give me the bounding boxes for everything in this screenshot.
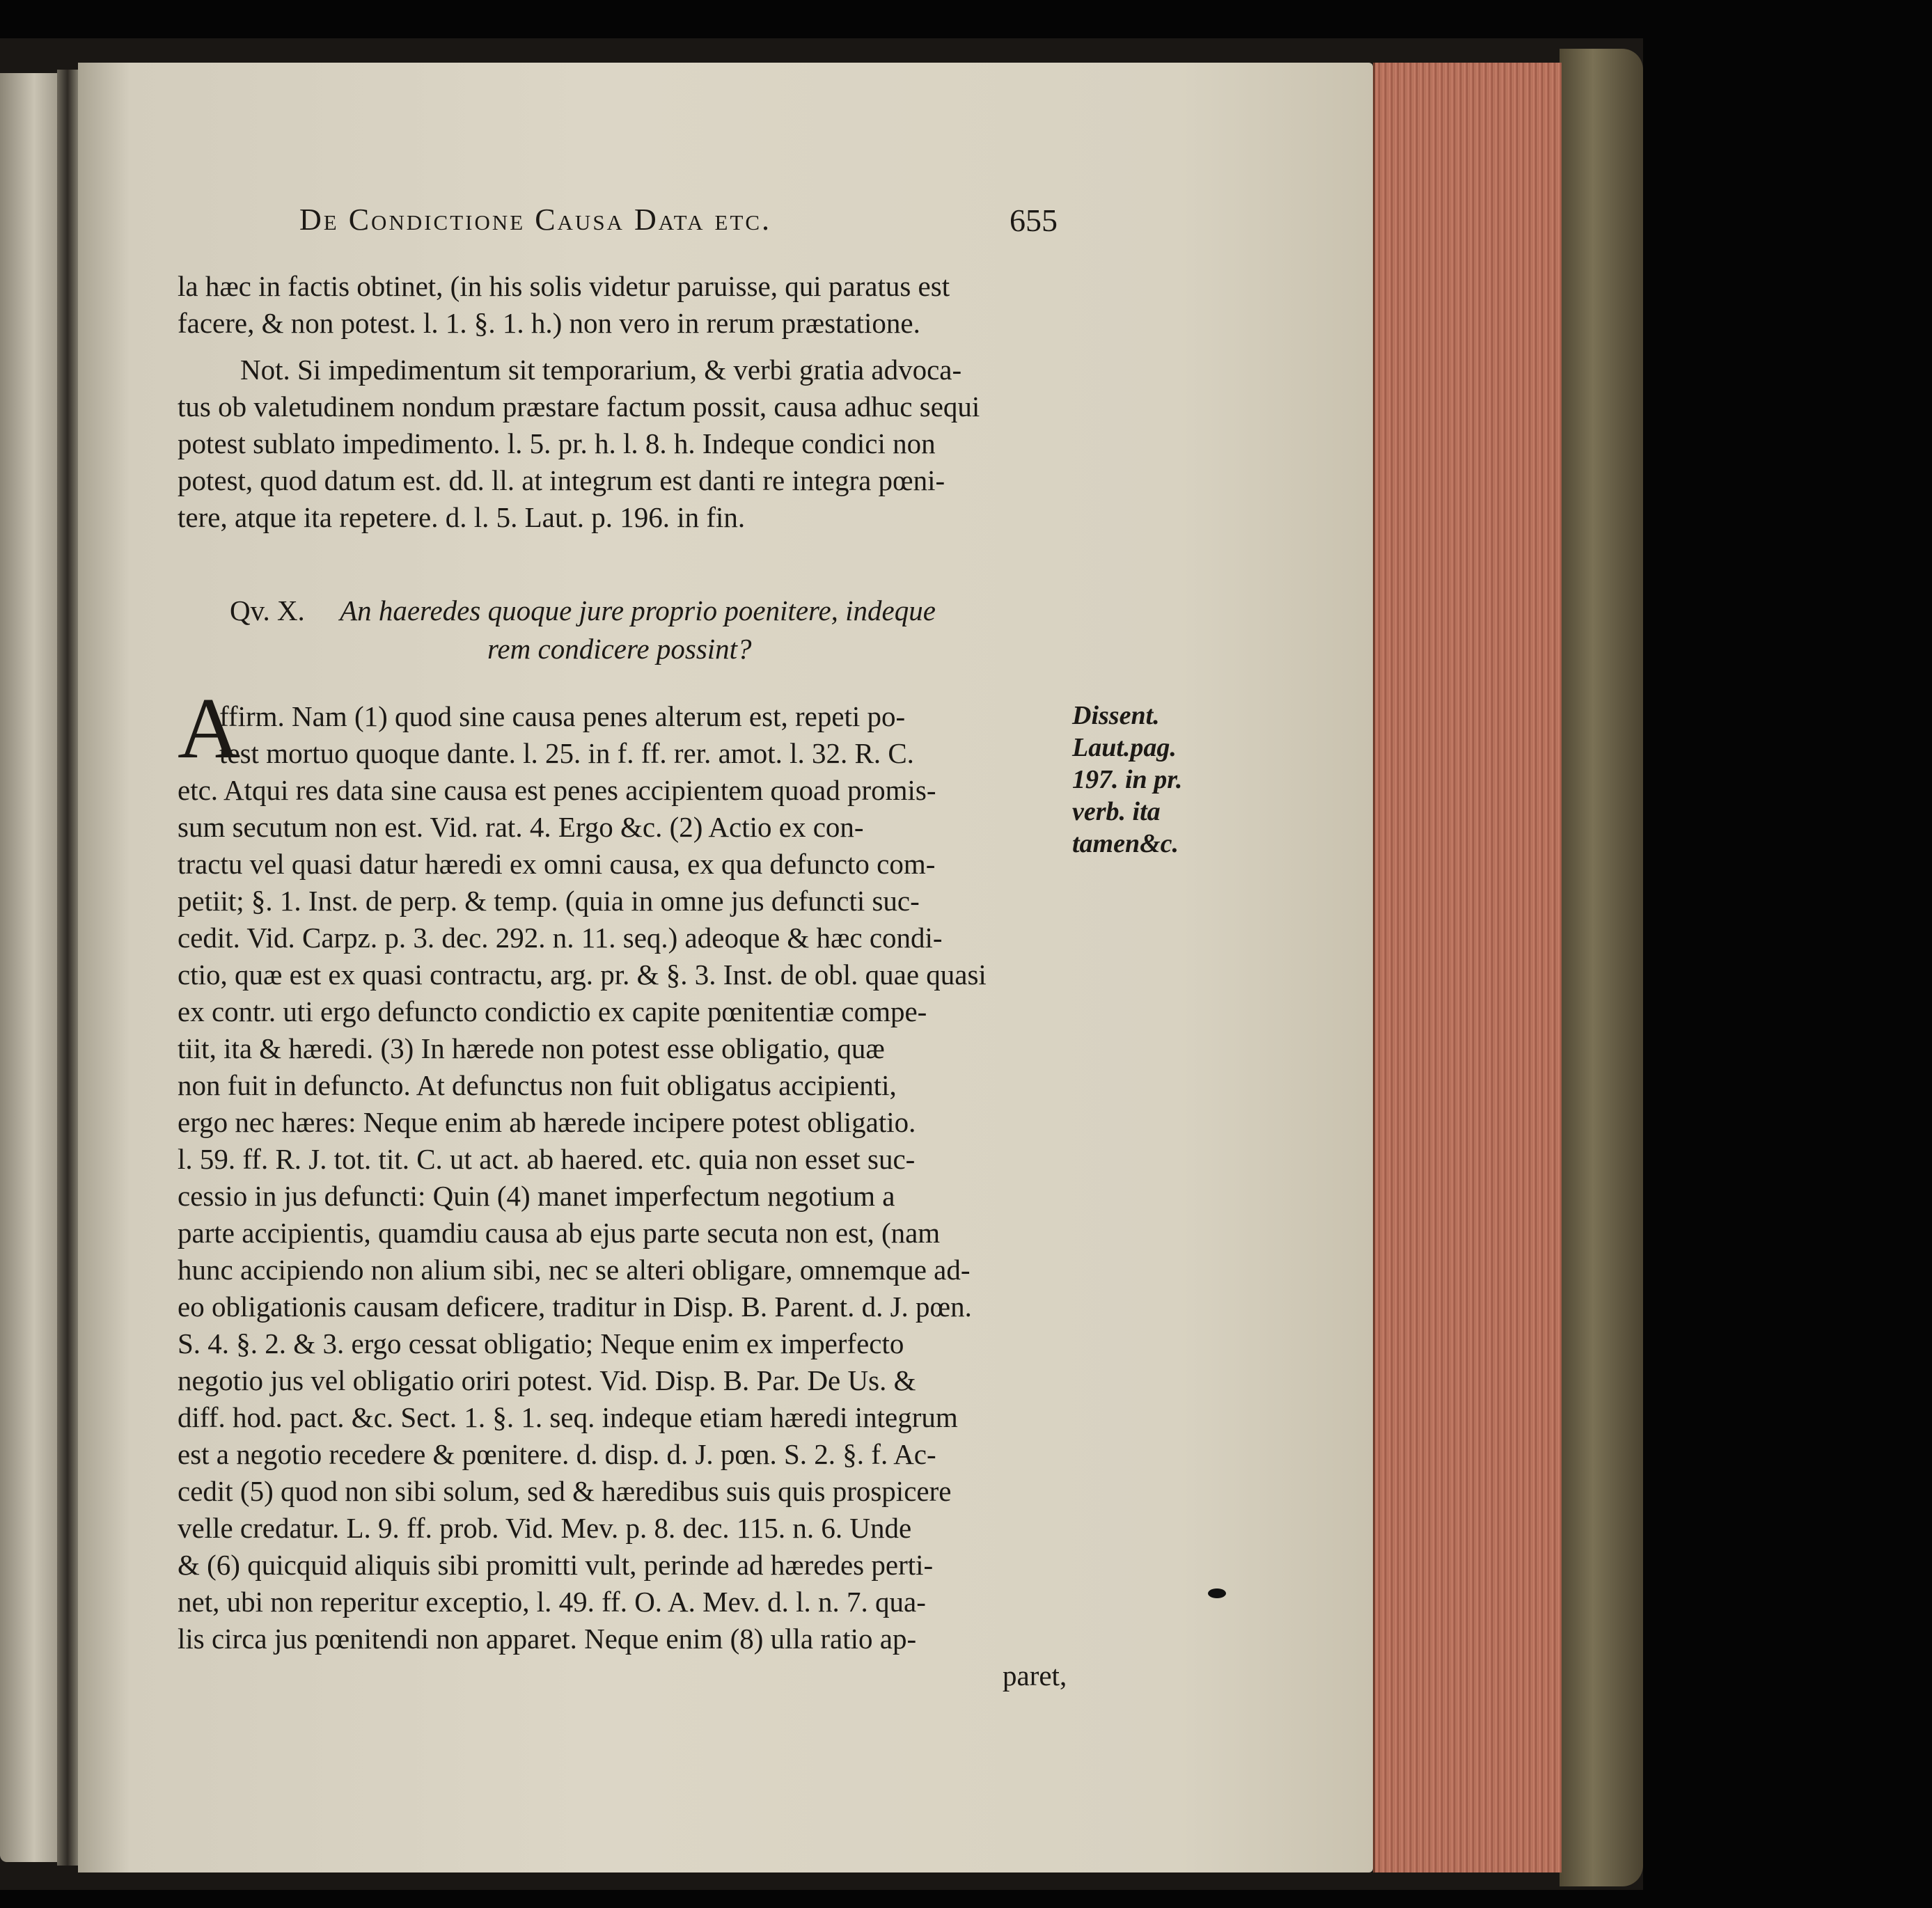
text-line: S. 4. §. 2. & 3. ergo cessat obligatio; Neque enim ex imperfecto (178, 1327, 904, 1359)
text-line: cedit (5) quod non sibi solum, sed & hæredibus suis quis prospicere (178, 1475, 952, 1507)
paragraph-3 (178, 698, 1069, 1694)
text-line: tiit, ita & hæredi. (3) In hærede non potest esse obligatio, quæ (178, 1032, 885, 1064)
text-line: diff. hod. pact. &c. Sect. 1. §. 1. seq. indeque etiam hæredi integrum (178, 1401, 958, 1433)
text-line: tere, atque ita repetere. d. l. 5. Laut. p. 196. in fin. (178, 501, 746, 533)
text-line: test mortuo quoque dante. l. 25. in f. ff. rer. amot. l. 32. R. C. (219, 737, 914, 769)
margin-note (1072, 700, 1204, 860)
page-block-edge (1373, 63, 1562, 1872)
page-number: 655 (1010, 203, 1058, 238)
running-header: De Condictione Causa Data etc. (299, 203, 772, 237)
text-line: ex contr. uti ergo defuncto condictio ex capite pœnitentiæ compe- (178, 995, 927, 1027)
text-line: negotio jus vel obligatio oriri potest. Vid. Disp. B. Par. De Us. & (178, 1364, 916, 1396)
text-line: non fuit in defuncto. At defunctus non fuit obligatus accipienti, (178, 1069, 897, 1101)
margin-note-line: 197. in pr. (1072, 765, 1183, 794)
text-line: potest sublato impedimento. l. 5. pr. h. l. 8. h. Indeque condici non (178, 427, 936, 459)
margin-note-line: tamen&c. (1072, 829, 1179, 858)
drop-cap: A (178, 681, 241, 777)
text-line: petiit; §. 1. Inst. de perp. & temp. (quia in omne jus defuncti suc- (178, 885, 920, 917)
text-line: ergo nec hæres: Neque enim ab hærede incipere potest obligatio. (178, 1106, 916, 1138)
text-line: est a negotio recedere & pœnitere. d. disp. d. J. pœn. S. 2. §. f. Ac- (178, 1438, 936, 1470)
question-line-1: An haeredes quoque jure proprio poenitere, indeque (340, 594, 936, 626)
text-line: lis circa jus pœnitendi non apparet. Neque enim (8) ulla ratio ap- (178, 1623, 917, 1655)
book-cover-board (1560, 49, 1643, 1886)
text-line: ffirm. Nam (1) quod sine causa penes alterum est, repeti po- (219, 700, 906, 732)
text-line: hunc accipiendo non alium sibi, nec se alteri obligare, omnemque ad- (178, 1254, 971, 1286)
text-line: l. 59. ff. R. J. tot. tit. C. ut act. ab haered. etc. quia non esset suc- (178, 1143, 916, 1175)
paragraph-2 (178, 352, 1069, 536)
question-line-2: rem condicere possint? (487, 633, 752, 665)
text-line: ctio, quæ est ex quasi contractu, arg. pr. & §. 3. Inst. de obl. quae quasi (178, 959, 987, 991)
text-line: Not. Si impedimentum sit temporarium, & verbi gratia advoca- (240, 354, 962, 386)
text-line: tus ob valetudinem nondum præstare factum possit, causa adhuc sequi (178, 391, 980, 423)
text-line: facere, & non potest. l. 1. §. 1. h.) non vero in rerum præstatione. (178, 307, 920, 339)
question-label: Qv. X. (230, 594, 305, 626)
text-line: eo obligationis causam deficere, traditur in Disp. B. Parent. d. J. pœn. (178, 1291, 972, 1323)
text-line: cessio in jus defuncti: Quin (4) manet imperfectum negotium a (178, 1180, 895, 1212)
text-line: net, ubi non reperitur exceptio, l. 49. ff. O. A. Mev. d. l. n. 7. qua- (178, 1586, 926, 1618)
margin-note-line: Laut.pag. (1072, 733, 1177, 762)
text-line: cedit. Vid. Carpz. p. 3. dec. 292. n. 11. seq.) adeoque & hæc condi- (178, 922, 943, 954)
text-line: etc. Atqui res data sine causa est penes accipientem quoad promis- (178, 774, 936, 806)
text-line: sum secutum non est. Vid. rat. 4. Ergo &c. (2) Actio ex con- (178, 811, 864, 843)
paragraph-1 (178, 268, 1069, 342)
text-line: potest, quod datum est. dd. ll. at integrum est danti re integra pœni- (178, 464, 945, 496)
text-line: & (6) quicquid aliquis sibi promitti vult, perinde ad hæredes perti- (178, 1549, 934, 1581)
margin-note-line: verb. ita (1072, 797, 1161, 826)
text-line: parte accipientis, quamdiu causa ab ejus parte secuta non est, (nam (178, 1217, 941, 1249)
text-line: la hæc in factis obtinet, (in his solis videtur paruisse, qui paratus est (178, 270, 950, 302)
previous-page-edge (0, 73, 57, 1862)
catchword: paret, (1003, 1659, 1067, 1692)
text-line: tractu vel quasi datur hæredi ex omni causa, ex qua defuncto com- (178, 848, 936, 880)
ink-blot (1208, 1588, 1226, 1598)
margin-note-line: Dissent. (1072, 701, 1160, 730)
text-line: velle credatur. L. 9. ff. prob. Vid. Mev. p. 8. dec. 115. n. 6. Unde (178, 1512, 912, 1544)
question-heading (230, 592, 1100, 629)
book-gutter (57, 70, 78, 1866)
